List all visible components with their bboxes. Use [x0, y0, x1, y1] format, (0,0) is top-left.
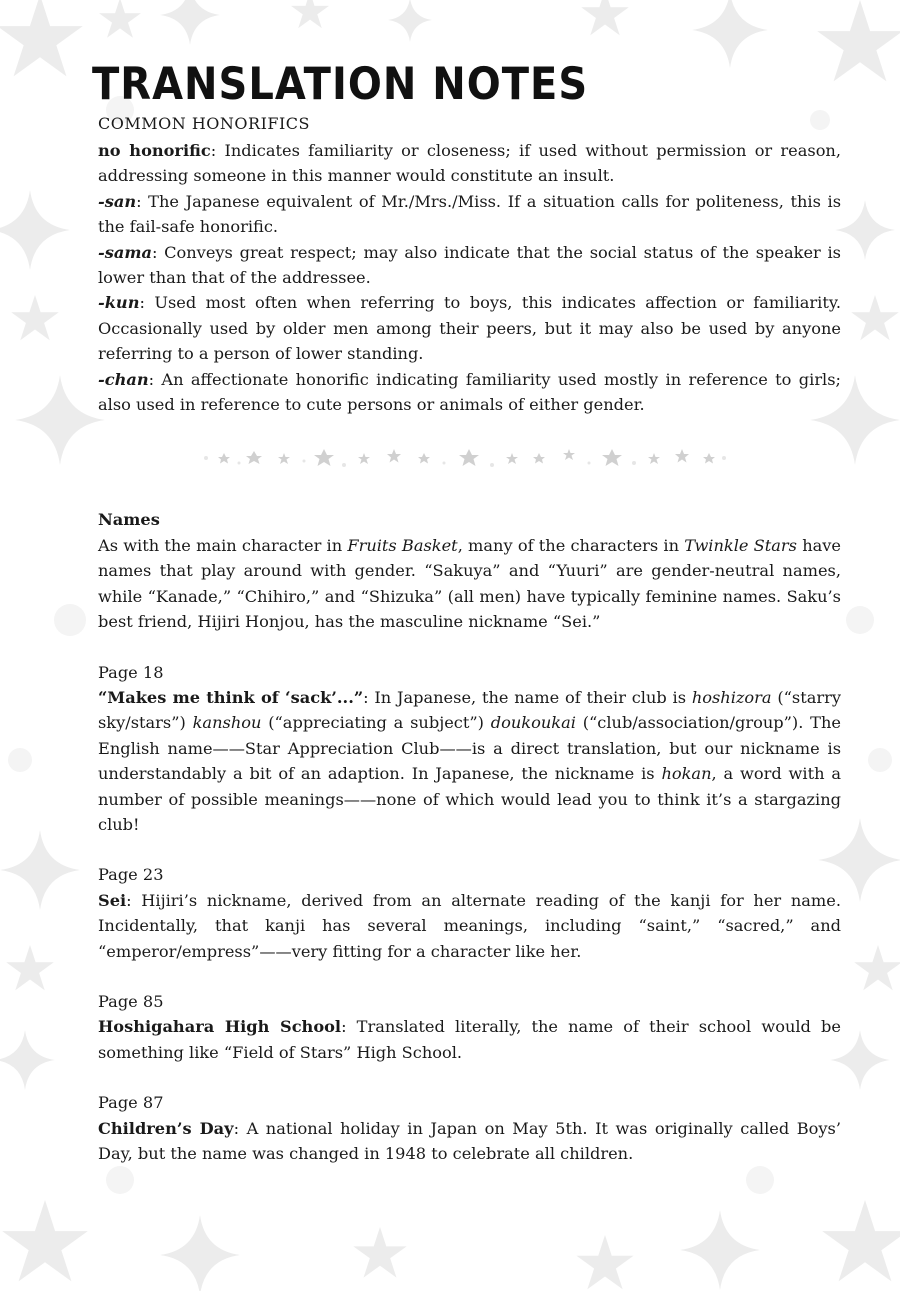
- page-number-label: Page 87: [98, 1093, 164, 1113]
- honorific-entry: -kun: Used most often when referring to boys, this indicates affection or familiarity. Occasionally used by older men among their peers, but it may also be used by anyone referring to a person of lower standing.: [98, 293, 841, 364]
- note-term: Hoshigahara High School: [98, 1017, 342, 1037]
- note-term: “Makes me think of ‘sack’...”: [98, 687, 364, 707]
- honorific-entry: -sama: Conveys great respect; may also indicate that the social status of the speaker is lower than that of the addressee.: [98, 242, 841, 288]
- star-divider: [98, 417, 841, 507]
- note-term: Children’s Day: [98, 1118, 234, 1138]
- note-paragraph: Sei: Hijiri’s nickname, derived from an alternate reading of the kanji for her name. Incidentally, that kanji has several meanings, including “saint,” “sacred,” and “emperor/empress”——very fitting for a character like her.: [98, 890, 841, 961]
- names-paragraph: As with the main character in Fruits Basket, many of the characters in Twinkle Stars have names that play around with gender. “Sakuya” and “Yuuri” are gender-neutral names, while “Kanade,” “Chihiro,” and “Shizuka” (all men) have typically feminine names. Saku’s best friend, Hijiri Honjou, has the masculine nickname “Sei.”: [98, 535, 841, 632]
- honorific-entry: -chan: An affectionate honorific indicating familiarity used mostly in reference to girls; also used in reference to cute persons or animals of either gender.: [98, 369, 841, 415]
- note-paragraph: Children’s Day: A national holiday in Japan on May 5th. It was originally called Boys’ Day, but the name was changed in 1948 to celebrate all children.: [98, 1118, 841, 1163]
- page-number-label: Page 85: [98, 991, 164, 1011]
- honorific-entry: -san: The Japanese equivalent of Mr./Mrs./Miss. If a situation calls for politeness, this is the fail-safe honorific.: [98, 191, 841, 237]
- note-paragraph: “Makes me think of ‘sack’...”: In Japanese, the name of their club is hoshizora (“starry sky/stars”) kanshou (“appreciating a subject”) doukoukai (“club/association/group”). The English name——Star Appreciation Club——is a direct translation, but our nickname is understandably a bit of an adaption. In Japanese, the nickname is hokan, a word with a number of possible meanings——none of which would lead you to think it’s a stargazing club!: [98, 687, 842, 834]
- honorific-term: -kun: [98, 293, 140, 313]
- page-title: TRANSLATION NOTES: [92, 58, 589, 111]
- honorific-term: -chan: [98, 369, 149, 389]
- star-divider-icon: [194, 443, 734, 473]
- names-heading: Names: [98, 510, 160, 530]
- honorifics-caption: COMMON HONORIFICS: [98, 114, 311, 133]
- page-number-label: Page 23: [98, 865, 164, 885]
- page-number-label: Page 18: [98, 662, 164, 682]
- honorific-term: -san: [98, 191, 137, 211]
- honorific-entry: no honorific: Indicates familiarity or closeness; if used without permission or reason, addressing someone in this manner would constitute an insult.: [98, 141, 842, 186]
- note-term: Sei: [98, 890, 127, 910]
- note-paragraph: Hoshigahara High School: Translated literally, the name of their school would be something like “Field of Stars” High School.: [98, 1017, 841, 1062]
- honorific-term: no honorific: [98, 141, 211, 160]
- honorific-term: -sama: [98, 242, 152, 262]
- page-content: [92, 58, 842, 1166]
